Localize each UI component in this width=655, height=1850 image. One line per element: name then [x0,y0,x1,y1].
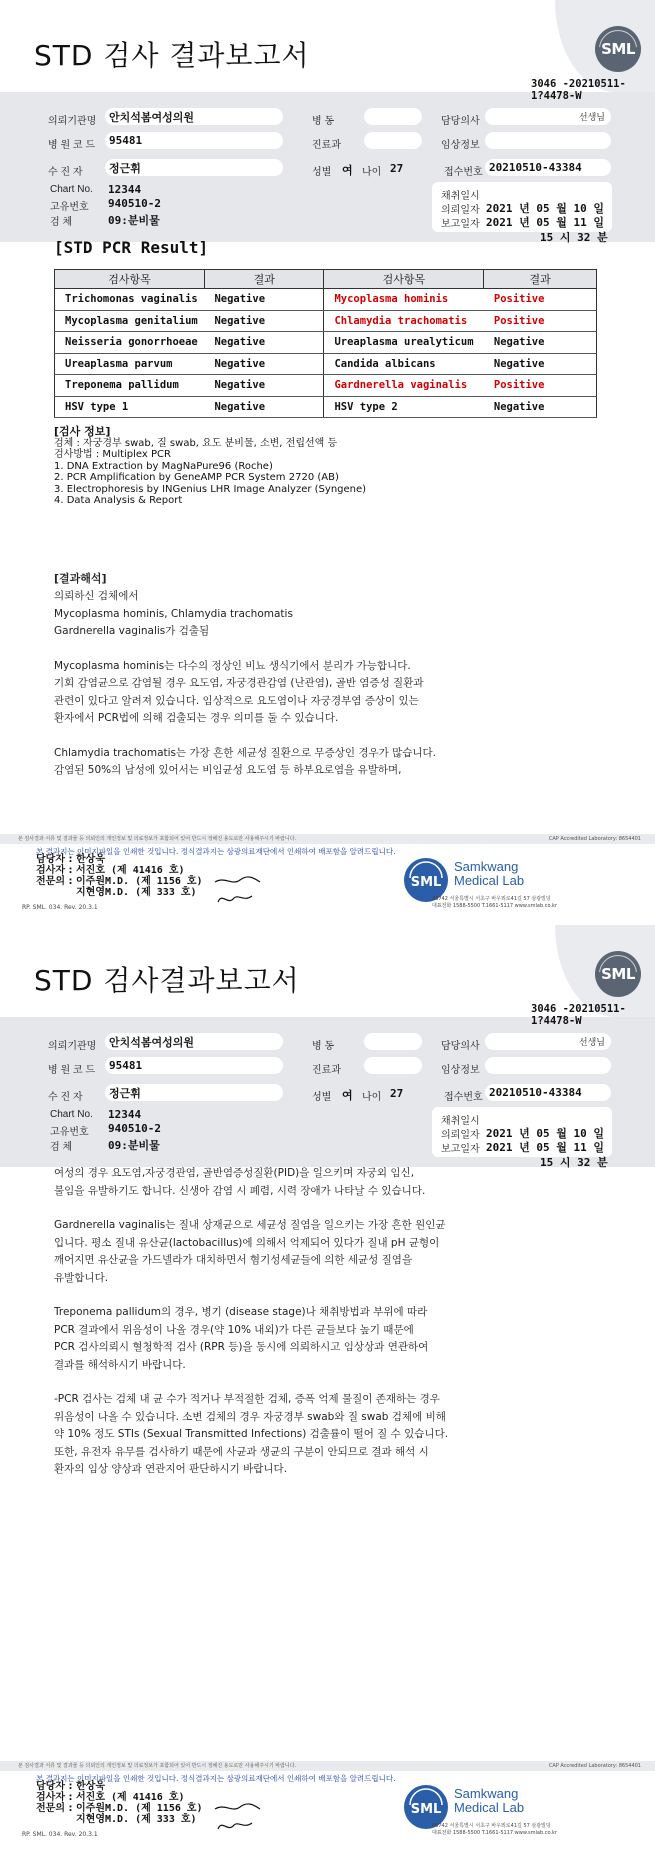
svg-text:SML: SML [410,875,442,890]
result-value: Negative [204,375,324,397]
ward-label: 병 동 [312,1041,335,1052]
table-row [55,375,597,397]
patient-info-panel [0,92,655,242]
lab-address: 06742 서울특별시 서초구 바우뫼로41길 57 삼광빌딩 대표전화 1588-5500 T.1661-5117 www.smlab.co.kr [432,1823,557,1836]
staff-list [36,854,203,898]
chart-value: 12344 [108,1108,142,1121]
document-id-line2: 1?4478-W [531,90,582,102]
dept-value [364,132,422,149]
age-label: 나이 [362,167,382,178]
report-date-label: 보고일자 [441,1144,480,1155]
result-item: Ureaplasma parvum [55,353,205,375]
report-title: STD 검사 결과보고서 [34,39,310,72]
test-info-line: 검체 : 자궁경부 swab, 질 swab, 요도 분비물, 소변, 전립선액 등 [54,437,338,449]
report-time: 15 시 32 분 [540,1156,608,1169]
pcr-result-table [54,269,597,418]
lab-name: Samkwang Medical Lab [454,859,525,888]
revision-number: RP. SML. 034. Rev. 20.3.1 [22,1831,98,1838]
sex-label: 성별 [312,1092,332,1103]
document-id [531,1003,643,1027]
receipt-label: 접수번호 [444,167,483,178]
result-item: Trichomonas vaginalis [55,289,205,311]
document-id [531,78,643,102]
staff-role: 검사자 : [36,1792,73,1803]
staff-list [36,1781,203,1825]
result-value: Negative [204,396,324,418]
result-value: Negative [484,332,597,354]
request-label: 의뢰일자 [441,1130,480,1141]
interpretation-continued [54,1165,614,1479]
interpretation-paragraph: -PCR 검사는 검체 내 균 수가 적거나 부적절한 검체, 증폭 억제 물질이 존재하는 경우 위음성이 나올 수 있습니다. 소변 검체의 경우 자궁경부 swab와 질 swab 검체에 비해 약 10% 정도 STIs (Sexual Transmitted Infections) 검출률이 떨어 질 수 있습니다. 또한, 유전자 유무를 검사하기 때문에 사균과 생균의 구분이 안되므로 결과 해석 시 환자의 임상 양상과 연관지어 판단하시기 바랍니다. [54,1393,449,1475]
column-header-result: 결과 [484,270,597,289]
interpretation-paragraph: Chlamydia trachomatis는 가장 흔한 세균성 질환으로 무증상인 경우가 많습니다. 감염된 50%의 남성에 있어서는 비임균성 요도염 등 하부요로염을 유발하며, [54,746,437,776]
footer-bar [0,1761,655,1771]
result-item: Neisseria gonorrhoeae [55,332,205,354]
test-info-block [54,426,366,507]
pcr-result-title: [STD PCR Result] [54,238,209,257]
staff-name: 지현영M.D. (제 333 호) [76,1814,197,1825]
table-row [55,353,597,375]
id-label: 고유번호 [50,1127,89,1138]
lab-name: Samkwang Medical Lab [454,1786,525,1815]
result-item: Ureaplasma urealyticum [324,332,484,354]
ward-label: 병 동 [312,116,335,127]
staff-name: 서진호 (제 41416 호) [76,1792,185,1803]
id-value: 940510-2 [108,197,161,210]
table-row [55,396,597,418]
staff-role: 전문의 : [36,1803,73,1814]
staff-role: 담당자 : [36,1781,73,1792]
specimen-label: 검 체 [50,217,73,228]
specimen-value: 09:분비물 [108,214,160,227]
sex-value: 여 [342,1089,353,1102]
footer-bar-text: 본 검사결과 서류 및 결과물 등 의뢰인의 개인정보 및 의료정보가 포함되어 있어 반드시 정해진 용도로만 사용해주시기 바랍니다. [18,836,297,842]
doctor-value: 선생님 [485,1033,611,1050]
document-id-line1: 3046 -20210511- [531,1003,626,1015]
institution-label: 의뢰기관명 [48,1041,97,1052]
table-row [55,310,597,332]
table-header-row [55,270,597,289]
table-row [55,289,597,311]
sml-logo-icon: SML [595,951,641,997]
result-value: Positive [484,375,597,397]
age-label: 나이 [362,1092,382,1103]
result-item: Chlamydia trachomatis [324,310,484,332]
result-value: Negative [204,289,324,311]
footer-bar [0,834,655,844]
request-label: 의뢰일자 [441,205,480,216]
clinical-info-value [485,1057,611,1074]
receipt-value: 20210510-43384 [485,159,611,176]
dept-label: 진료과 [312,1065,341,1076]
request-date: 2021 년 05 월 10 일 [486,1127,604,1140]
footer-bar-text: 본 검사결과 서류 및 결과물 등 의뢰인의 개인정보 및 의료정보가 포함되어 있어 반드시 정해진 용도로만 사용해주시기 바랍니다. [18,1763,297,1769]
staff-name: 서진호 (제 41416 호) [76,865,185,876]
result-item: Treponema pallidum [55,375,205,397]
report-footer [0,1761,655,1847]
result-value: Positive [484,310,597,332]
chart-value: 12344 [108,183,142,196]
print-notice: 본 결과지는 이미지파일을 인쇄한 것입니다. 정식결과지는 삼광의료재단에서 인쇄하여 배포함을 알려드립니다. [36,1774,396,1783]
result-item: Mycoplasma hominis [324,289,484,311]
institution-value: 안치석봄여성의원 [105,1033,283,1050]
revision-number: RP. SML. 034. Rev. 20.3.1 [22,904,98,911]
specimen-value: 09:분비물 [108,1139,160,1152]
sml-logo-icon: SML [595,26,641,72]
test-info-title: [검사 정보] [54,425,111,438]
result-value: Negative [204,353,324,375]
request-date: 2021 년 05 월 10 일 [486,202,604,215]
chart-label: Chart No. [50,1109,93,1120]
recipient-value: 정근휘 [105,159,283,176]
id-label: 고유번호 [50,202,89,213]
report-date: 2021 년 05 월 11 일 [486,1141,604,1154]
interpretation-paragraph: Treponema pallidum의 경우, 병기 (disease stage)나 채취방법과 부위에 따라 PCR 결과에서 위음성이 나올 경우(약 10% 내외)가 다른 균들보다 높기 때문에 PCR 검사의뢰시 혈청학적 검사 (RPR 등)을 동시에 의뢰하시고 임상상과 연관하여 결과를 해석하시기 바랍니다. [54,1306,429,1371]
staff-role: 검사자 : [36,865,73,876]
interpretation-paragraph: Mycoplasma hominis는 다수의 정상인 비뇨 생식기에서 분리가 가능합니다. 기회 감염균으로 감염될 경우 요도염, 자궁경관감염 (난관염), 골반 염증성 질환과 관련이 있다고 알려져 있습니다. 임상적으로 요도염이나 자궁경부염 증상이 있는 환자에서 PCR법에 의해 검출되는 경우 의미를 둘 수 있습니다. [54,659,424,724]
staff-name: 이주원M.D. (제 1156 호) [76,876,203,887]
specimen-label: 검 체 [50,1142,73,1153]
clinical-info-label: 임상정보 [441,140,480,151]
result-item: HSV type 2 [324,396,484,418]
interpretation-block [54,572,614,780]
column-header-result: 결과 [204,270,324,289]
doctor-label: 담당의사 [441,1041,480,1052]
recipient-label: 수 진 자 [48,1092,83,1103]
collect-label: 채취일시 [441,191,480,202]
report-date: 2021 년 05 월 11 일 [486,216,604,229]
signature-icon [210,872,270,908]
dept-label: 진료과 [312,140,341,151]
id-value: 940510-2 [108,1122,161,1135]
collect-label: 채취일시 [441,1116,480,1127]
sex-label: 성별 [312,167,332,178]
test-info-line: 1. DNA Extraction by MagNaPure96 (Roche) [54,460,273,472]
hospital-code-value: 95481 [105,132,283,149]
result-value: Negative [484,396,597,418]
staff-role: 전문의 : [36,876,73,887]
receipt-value: 20210510-43384 [485,1084,611,1101]
report-time: 15 시 32 분 [540,231,608,244]
ward-value [364,108,422,125]
svg-text:SML: SML [410,1802,442,1817]
report-title: STD 검사결과보고서 [34,964,300,997]
report-date-label: 보고일자 [441,219,480,230]
test-info-line: 2. PCR Amplification by GeneAMP PCR System 2720 (AB) [54,472,339,483]
signature-icon [210,1799,270,1835]
institution-value: 안치석봄여성의원 [105,108,283,125]
interpretation-title: [결과해석] [54,572,107,585]
table-row [55,332,597,354]
result-value: Negative [204,332,324,354]
document-id-line2: 1?4478-W [531,1015,582,1027]
dept-value [364,1057,422,1074]
report-page-2 [0,925,655,1850]
lab-address: 06742 서울특별시 서초구 바우뫼로41길 57 삼광빌딩 대표전화 1588-5500 T.1661-5117 www.smlab.co.kr [432,896,557,909]
test-info-line: 3. Electrophoresis by INGenius LHR Image Analyzer (Syngene) [54,483,367,495]
recipient-value: 정근휘 [105,1084,283,1101]
ward-value [364,1033,422,1050]
clinical-info-label: 임상정보 [441,1065,480,1076]
test-info-line: 검사방법 : Multiplex PCR [54,449,171,460]
age-value: 27 [390,162,404,175]
clinical-info-value [485,132,611,149]
result-item: HSV type 1 [55,396,205,418]
staff-name: 이주원M.D. (제 1156 호) [76,1803,203,1814]
report-page-1 [0,0,655,924]
interpretation-paragraph: 의뢰하신 검체에서 Mycoplasma hominis, Chlamydia trachomatis Gardnerella vaginalis가 검출됨 [54,590,293,637]
result-item: Mycoplasma genitalium [55,310,205,332]
patient-info-panel [0,1017,655,1167]
institution-label: 의뢰기관명 [48,116,97,127]
result-item: Gardnerella vaginalis [324,375,484,397]
chart-label: Chart No. [50,184,93,195]
cap-accreditation: CAP Accredited Laboratory: 8654401 [548,1763,641,1769]
age-value: 27 [390,1087,404,1100]
interpretation-paragraph: 여성의 경우 요도염,자궁경관염, 골반염증성질환(PID)을 일으키며 자궁외 임신, 불임을 유발하기도 합니다. 신생아 감염 시 폐렴, 시력 장애가 나타날 수 있습니다. [54,1167,426,1197]
staff-role: 담당자 : [36,854,73,865]
staff-name: 지현영M.D. (제 333 호) [76,887,197,898]
column-header-item: 검사항목 [324,270,484,289]
cap-accreditation: CAP Accredited Laboratory: 8654401 [548,836,641,842]
column-header-item: 검사항목 [55,270,205,289]
result-value: Positive [484,289,597,311]
doctor-label: 담당의사 [441,116,480,127]
document-id-line1: 3046 -20210511- [531,78,626,90]
receipt-label: 접수번호 [444,1092,483,1103]
result-value: Negative [484,353,597,375]
hospital-code-label: 병 원 코 드 [48,1065,95,1076]
print-notice: 본 결과지는 이미지파일을 인쇄한 것입니다. 정식결과지는 삼광의료재단에서 인쇄하여 배포함을 알려드립니다. [36,847,396,856]
report-footer [0,834,655,920]
interpretation-paragraph: Gardnerella vaginalis는 질내 상재균으로 세균성 질염을 일으키는 가장 흔한 원인균 입니다. 평소 질내 유산균(lactobacillus)에 의해서 억제되어 있다가 질내 pH 균형이 깨어지면 유산균을 가드넬라가 대치하면서 혐기성세균들에 의한 세균성 질염을 유발합니다. [54,1219,446,1284]
result-item: Candida albicans [324,353,484,375]
hospital-code-value: 95481 [105,1057,283,1074]
test-info-line: 4. Data Analysis & Report [54,495,183,506]
staff-name: 한상욱 [76,1781,105,1792]
sex-value: 여 [342,164,353,177]
result-value: Negative [204,310,324,332]
doctor-value: 선생님 [485,108,611,125]
staff-name: 한상욱 [76,854,105,865]
recipient-label: 수 진 자 [48,167,83,178]
hospital-code-label: 병 원 코 드 [48,140,95,151]
